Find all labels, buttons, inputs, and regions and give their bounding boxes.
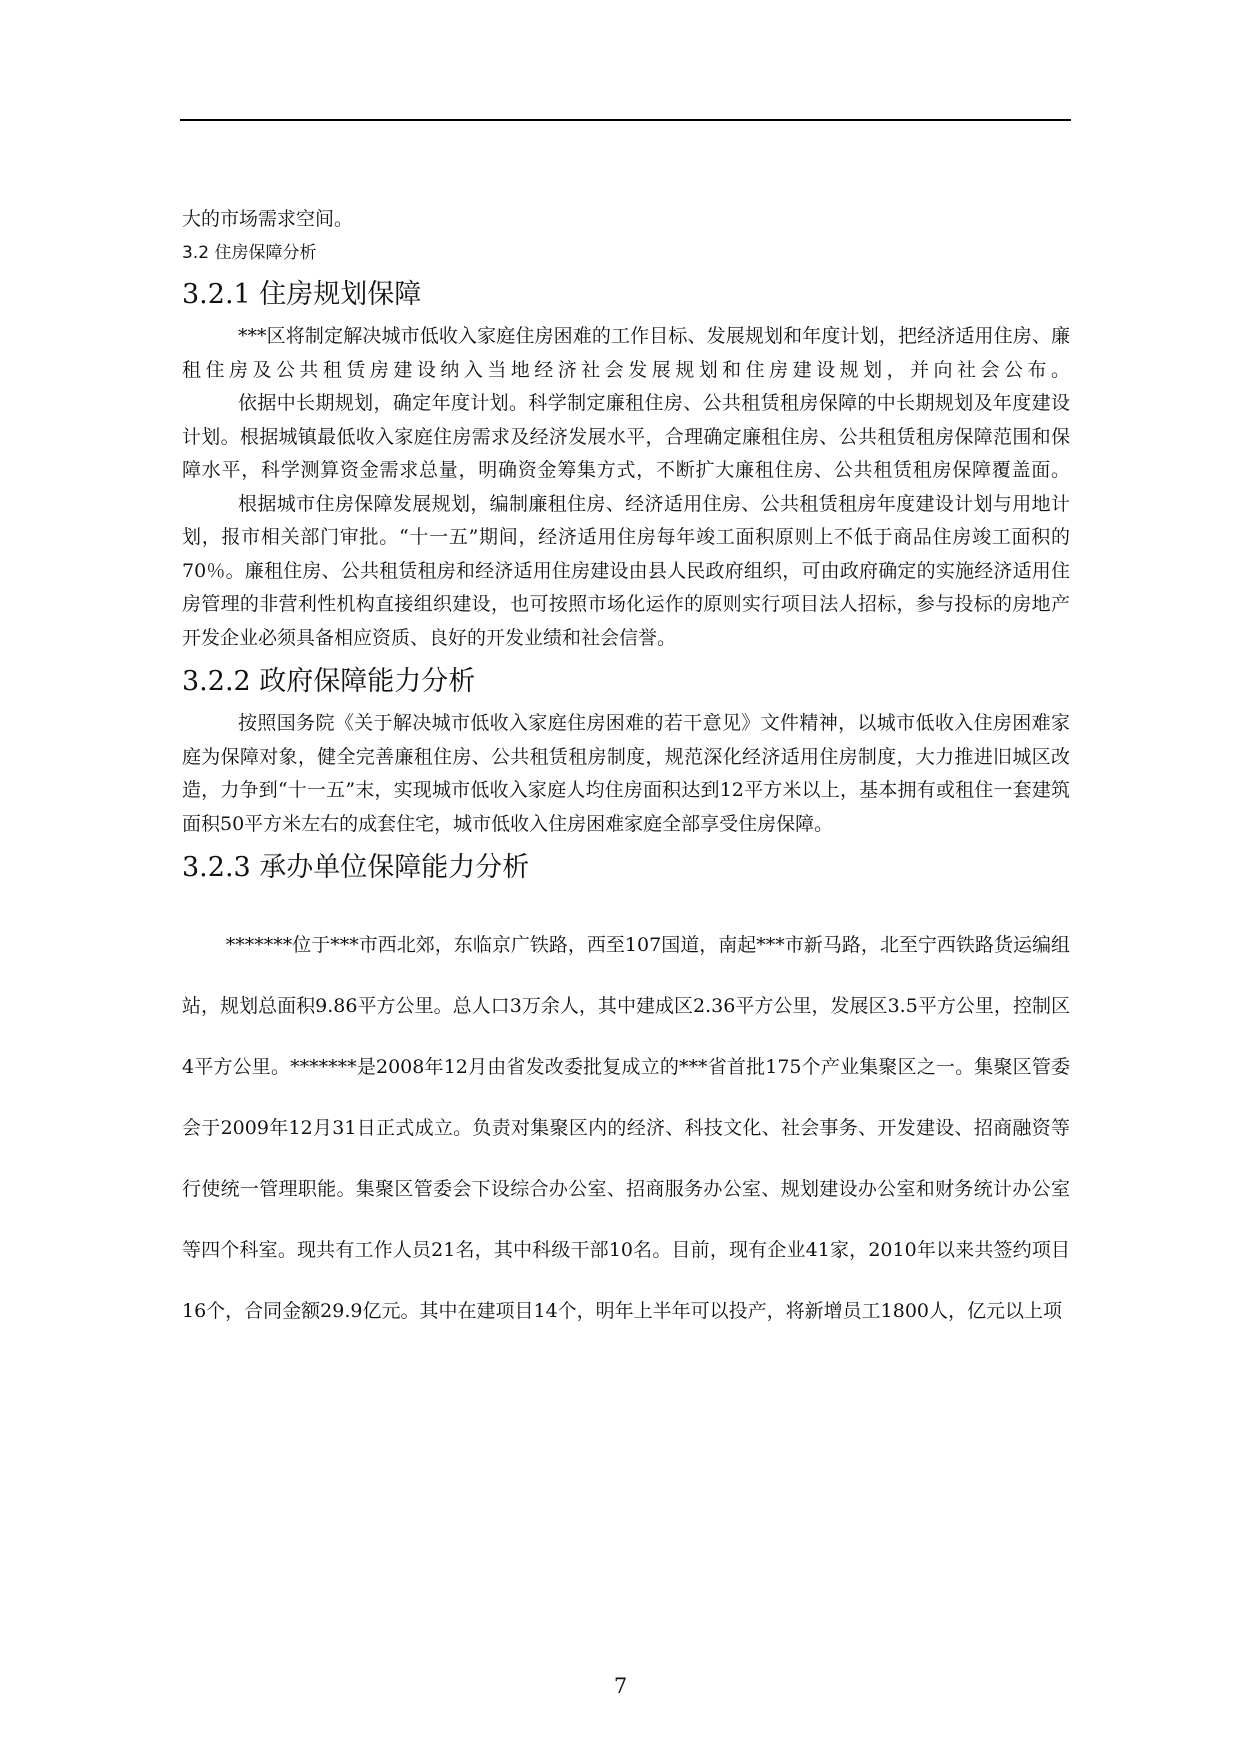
paragraph: 按照国务院《关于解决城市低收入家庭住房困难的若干意见》文件精神，以城市低收入住房困难家庭为保障对象，健全完善廉租住房、公共租赁租房制度，规范深化经济适用住房制度，大力推进旧城区改造，力争到“十一五”末，实现城市低收入家庭人均住房面积达到12平方米以上，基本拥有或租住一套建筑面积50平方米左右的成套住宅，城市低收入住房困难家庭全部享受住房保障。 xyxy=(182,712,1070,835)
paragraph: ***区将制定解决城市低收入家庭住房困难的工作目标、发展规划和年度计划，把经济适用住房、廉租住房及公共租赁房建设纳入当地经济社会发展规划和住房建设规划，并向社会公布。 xyxy=(182,325,1070,381)
paragraph: 依据中长期规划，确定年度计划。科学制定廉租住房、公共租赁租房保障的中长期规划及年度建设计划。根据城镇最低收入家庭住房需求及经济发展水平，合理确定廉租住房、公共租赁租房保障范围和保障水平，科学测算资金需求总量，明确资金筹集方式，不断扩大廉租住房、公共租赁租房保障覆盖面。 xyxy=(182,392,1070,481)
heading-3-2-2: 3.2.2 政府保障能力分析 xyxy=(182,666,476,697)
document-body xyxy=(182,204,1070,1342)
header-rule xyxy=(180,119,1071,121)
paragraph: *******位于***市西北郊，东临京广铁路，西至107国道，南起***市新马路，北至宁西铁路货运编组站，规划总面积9.86平方公里。总人口3万余人，其中建成区2.36平方公里，发展区3.5平方公里，控制区4平方公里。*******是2008年12月由省发改委批复成立的***省首批175个产业集聚区之一。集聚区管委会于2009年12月31日正式成立。负责对集聚区内的经济、科技文化、社会事务、开发建设、招商融资等行使统一管理职能。集聚区管委会下设综合办公室、招商服务办公室、规划建设办公室和财务统计办公室等四个科室。现共有工作人员21名，其中科级干部10名。目前，现有企业41家，2010年以来共签约项目16个，合同金额29.9亿元。其中在建项目14个，明年上半年可以投产，将新增员工1800人，亿元以上项 xyxy=(182,934,1070,1322)
page-number: 7 xyxy=(613,1674,628,1698)
heading-3-2-3: 3.2.3 承办单位保障能力分析 xyxy=(182,852,530,883)
section-heading-3-2: 3.2 住房保障分析 xyxy=(182,243,317,263)
continuation-text: 大的市场需求空间。 xyxy=(182,208,354,230)
paragraph: 根据城市住房保障发展规划，编制廉租住房、经济适用住房、公共租赁租房年度建设计划与用地计划，报市相关部门审批。“十一五”期间，经济适用住房每年竣工面积原则上不低于商品住房竣工面积的70％。廉租住房、公共租赁租房和经济适用住房建设由县人民政府组织，可由政府确定的实施经济适用住房管理的非营利性机构直接组织建设，也可按照市场化运作的原则实行项目法人招标，参与投标的房地产开发企业必须具备相应资质、良好的开发业绩和社会信誉。 xyxy=(182,492,1070,649)
heading-3-2-1: 3.2.1 住房规划保障 xyxy=(182,279,422,310)
